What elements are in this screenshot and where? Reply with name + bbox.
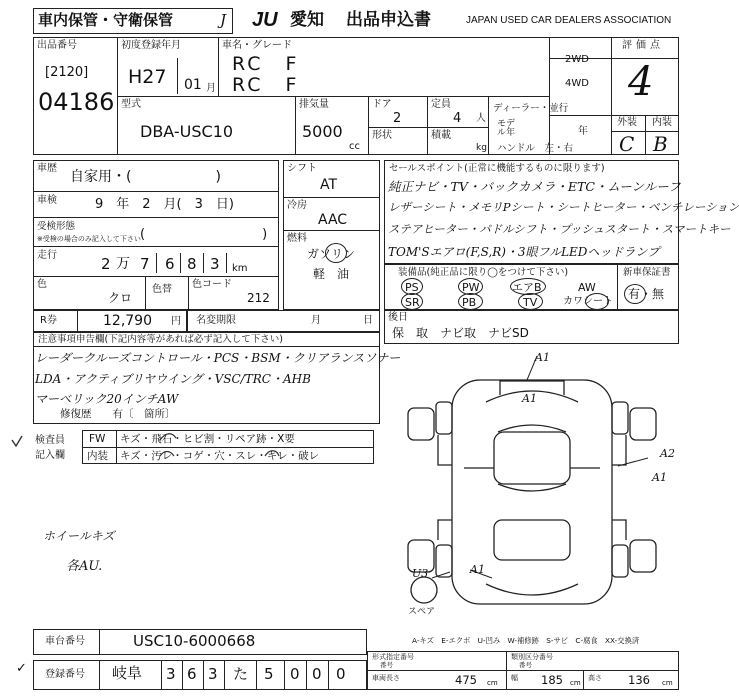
- chassis-number: USC10-6000668: [133, 632, 256, 650]
- receipt-bracket: ( ): [140, 227, 268, 242]
- handle-label: ハンドル 左・右: [497, 143, 574, 154]
- mileage-digit2: 6: [165, 255, 175, 273]
- receipt-note: ※受検の場合のみ記入して下さい: [37, 235, 141, 243]
- capacity-unit: 人: [476, 113, 486, 124]
- mileage-man-unit: 万: [116, 256, 130, 272]
- mileage-digit3: 8: [187, 255, 197, 273]
- plate-class-2: 6: [187, 665, 197, 683]
- displacement-value: 5000: [302, 122, 343, 141]
- change-label: 名変期限: [196, 315, 236, 326]
- color-change-label: 色替: [152, 284, 172, 295]
- shape-label: 形状: [372, 130, 392, 141]
- shift-label: シフト: [287, 163, 317, 174]
- fuel-gasoline: ガソリン: [307, 247, 356, 261]
- plate-class-3: 3: [208, 665, 218, 683]
- equip-sr: SR: [405, 296, 420, 309]
- first-reg-month-unit: 月: [206, 83, 216, 94]
- load-label: 積載: [431, 130, 451, 141]
- mileage-digit4: 3: [210, 255, 220, 273]
- inspect-row1: キズ・飛石・ヒビ割・リペア跡・X要: [120, 433, 295, 445]
- shaken-label: 車検: [37, 195, 57, 206]
- color-code: 212: [247, 291, 270, 305]
- equip-pb: PB: [462, 296, 477, 309]
- doors-value: 2: [393, 111, 402, 126]
- cooler-label: 冷房: [287, 200, 307, 211]
- height-value: 136: [628, 673, 650, 687]
- equip-leather: カワシート: [563, 296, 613, 307]
- receipt-label: 受検形態: [37, 221, 76, 232]
- association-name: JAPAN USED CAR DEALERS ASSOCIATION: [466, 15, 672, 26]
- notes-line-1: レーダークルーズコントロール・PCS・BSM・クリアランスソナー: [35, 351, 401, 365]
- model-year-unit: 年: [578, 126, 588, 137]
- width-value: 185: [541, 673, 563, 687]
- entry-label: 記入欄: [35, 450, 65, 461]
- damage-mark-right-1: A2: [660, 447, 675, 460]
- displacement-unit: cc: [349, 141, 360, 152]
- plate-check-mark: ✓: [16, 661, 27, 676]
- repair-history: 修復歴 有〔 箇所〕: [60, 408, 176, 420]
- color-value: クロ: [108, 291, 133, 305]
- sales-line-3: ステアヒーター・パドルシフト・プッシュスタート・スマートキー: [388, 222, 731, 236]
- sales-points-label: セールスポイント(正常に機能するものに限ります): [389, 163, 605, 174]
- equipment-label: 装備品(純正品に限り◯をつけて下さい): [398, 267, 569, 278]
- notes-label: 注意事項申告欄(下記内容等があれば必ず記入して下さい): [38, 334, 283, 345]
- load-unit: kg: [476, 143, 487, 153]
- car-name-line1: RC F: [232, 53, 300, 75]
- mileage-label: 走行: [37, 250, 57, 261]
- ext-label: 外装: [617, 117, 637, 128]
- capacity-label: 定員: [431, 99, 451, 110]
- lot-sub: [2120]: [45, 65, 89, 80]
- damage-mark-left-rear: U3: [412, 567, 429, 580]
- grade-score-label: 評価点: [622, 40, 664, 51]
- inspect-row2-head: 内装: [87, 450, 108, 462]
- lot-number: 04186: [38, 88, 115, 116]
- ext-grade: C: [619, 132, 635, 156]
- price-label: R券: [40, 315, 57, 326]
- inspect-row2: キズ・汚レ・コゲ・穴・スレ・キレ・破レ: [120, 450, 320, 462]
- category-sub: 番号: [519, 661, 532, 669]
- inspect-row1-head: FW: [89, 433, 106, 445]
- type-no-sub: 番号: [380, 661, 393, 669]
- price-value: 12,790: [103, 313, 152, 329]
- equip-pw: PW: [462, 281, 480, 294]
- warranty-label: 新車保証書: [623, 267, 671, 278]
- int-grade: B: [653, 132, 668, 156]
- first-reg-month: 01: [184, 77, 202, 93]
- brand-logo: JU: [252, 9, 278, 31]
- form-title: 出品申込書: [346, 10, 431, 30]
- mileage-unit: km: [232, 263, 248, 274]
- car-name-label: 車名・グレード: [222, 40, 292, 51]
- displacement-label: 排気量: [299, 99, 329, 110]
- model-value: DBA-USC10: [140, 122, 234, 141]
- history-label: 車歴: [37, 163, 57, 174]
- shift-value: AT: [320, 177, 338, 193]
- mileage-digit1: 7: [140, 255, 150, 273]
- equip-airbag: エアB: [512, 281, 542, 294]
- category-label: 類別区分番号: [511, 653, 553, 661]
- length-label: 車両長さ: [372, 674, 400, 682]
- notes-line-2: LDA・アクティブリヤウイング・VSC/TRC・AHB: [35, 372, 311, 386]
- doors-label: ドア: [372, 99, 392, 110]
- damage-legend: A-キズ E-エクボ U-凹み W-補修跡 S-サビ C-腐食 XX-交換済: [412, 636, 640, 645]
- later-label: 後日: [388, 312, 408, 323]
- damage-mark-rear: A1: [470, 563, 485, 576]
- sales-line-2: レザーシート・メモリPシート・シートヒーター・ベンチレーション: [388, 200, 739, 214]
- car-name-line2: RC F: [232, 74, 300, 96]
- mileage-man: 2: [101, 255, 111, 273]
- color-label: 色: [37, 279, 47, 290]
- plate-label: 登録番号: [45, 669, 85, 680]
- color-code-label: 色コード: [192, 279, 232, 290]
- damage-mark-front: A1: [535, 351, 550, 364]
- sales-line-1: 純正ナビ・TV・バックカメラ・ETC・ムーンルーフ: [388, 179, 681, 194]
- type-no-label: 形式指定番号: [372, 653, 414, 661]
- fuel-label: 燃料: [287, 233, 307, 244]
- plate-digit-1: 5: [264, 665, 274, 683]
- free-note-1: ホイールキズ: [43, 529, 115, 543]
- length-unit: cm: [487, 679, 498, 687]
- capacity-value: 4: [453, 111, 462, 126]
- chassis-label: 車台番号: [45, 636, 85, 647]
- first-reg-label: 初度登録年月: [121, 40, 181, 51]
- equip-ps: PS: [405, 281, 419, 294]
- stamp-mark: J: [220, 11, 227, 29]
- equip-tv: TV: [523, 296, 538, 309]
- plate-region: 岐阜: [112, 664, 143, 682]
- length-value: 475: [455, 673, 477, 687]
- dealer-label: ディーラー・並行: [493, 103, 569, 114]
- damage-mark-right-2: A1: [652, 471, 667, 484]
- height-label: 高さ: [588, 674, 602, 682]
- model-year-label: モデル年: [497, 119, 516, 139]
- equip-aw: AW: [578, 281, 596, 294]
- price-unit: 円: [171, 316, 181, 327]
- warranty-value: 有・無: [628, 287, 665, 301]
- inspector-label: 検査員: [35, 435, 65, 446]
- first-reg-year: H27: [128, 66, 167, 88]
- drive-2wd: 2WD: [565, 54, 589, 65]
- grade-score-value: 4: [628, 59, 654, 105]
- later-items: 保 取 ナビ取 ナビSD: [392, 326, 529, 340]
- change-month: 月: [311, 315, 321, 326]
- lot-label: 出品番号: [37, 40, 77, 51]
- height-unit: cm: [662, 679, 673, 687]
- width-label: 幅: [511, 674, 518, 682]
- plate-digit-3: 0: [312, 665, 322, 683]
- cooler-value: AAC: [318, 212, 348, 228]
- int-label: 内装: [652, 117, 672, 128]
- free-note-2: 各AU.: [66, 559, 103, 574]
- spare-tire-label: スペア: [408, 607, 436, 617]
- storage-stamp-text: 車内保管・守衛保管: [38, 11, 174, 29]
- fuel-diesel: 軽 油: [313, 267, 350, 281]
- plate-kana: た: [233, 665, 249, 683]
- damage-mark-roof: A1: [522, 392, 537, 405]
- shaken-value: 9 年 2 月( 3 日): [95, 197, 234, 212]
- drive-4wd: 4WD: [565, 78, 589, 89]
- history-value: 自家用・( ): [70, 169, 221, 185]
- model-label: 型式: [121, 99, 141, 110]
- brand-name: 愛知: [290, 10, 324, 30]
- plate-class-1: 3: [166, 665, 176, 683]
- sales-line-4: TOM'Sエアロ(F,S,R)・3眼フルLEDヘッドランプ: [388, 245, 660, 259]
- plate-digit-2: 0: [290, 665, 300, 683]
- plate-digit-4: 0: [336, 665, 346, 683]
- width-unit: cm: [570, 679, 581, 687]
- change-day: 日: [363, 315, 373, 326]
- notes-line-3: マーベリック20インチAW: [35, 392, 179, 406]
